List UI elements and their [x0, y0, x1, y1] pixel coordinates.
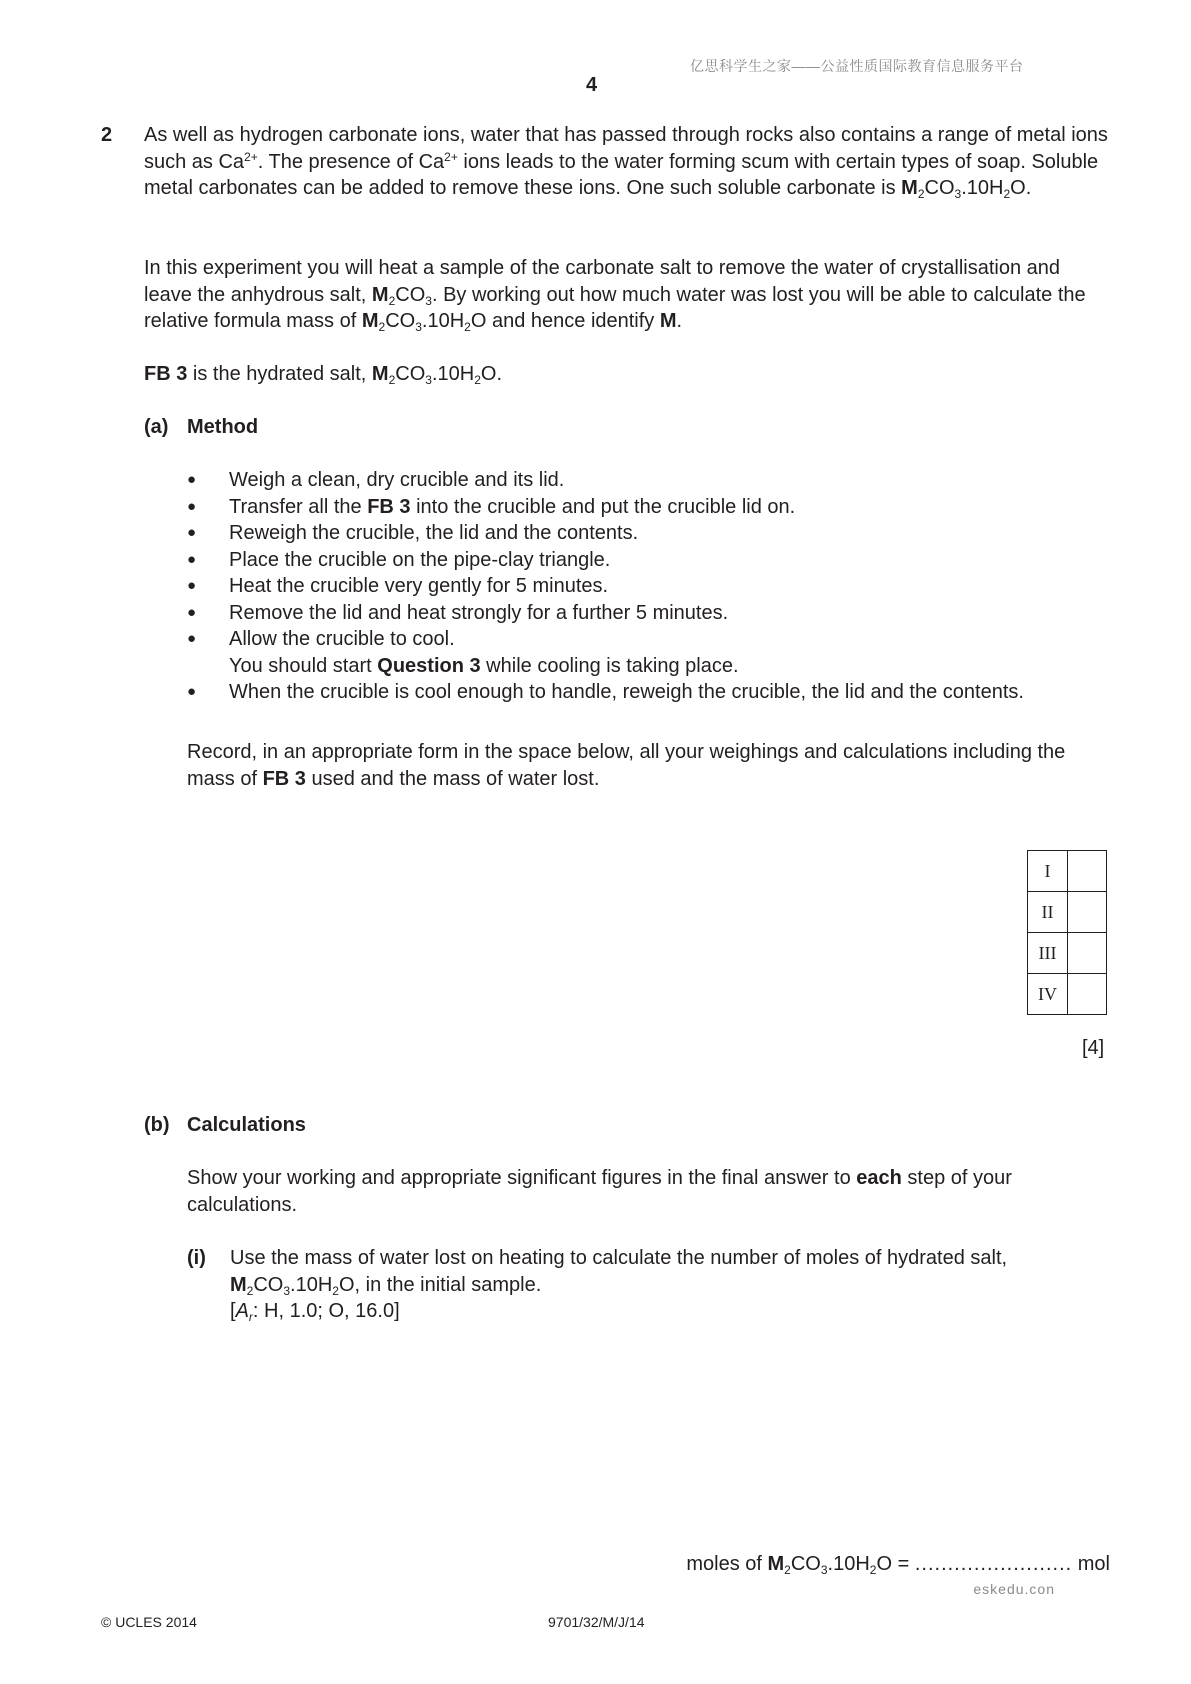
- intro-paragraph-2: [144, 255, 1110, 335]
- mark-row-label: III: [1028, 933, 1068, 974]
- intro-text: is the hydrated salt,: [187, 363, 372, 385]
- fb3-label: FB 3: [144, 363, 188, 385]
- method-step: ● Weigh a clean, dry crucible and its lid.: [187, 467, 1111, 494]
- header-watermark: 亿思科学生之家——公益性质国际教育信息服务平台: [690, 58, 1024, 74]
- paper-code: 9701/32/M/J/14: [548, 1614, 645, 1630]
- question-number: 2: [101, 124, 113, 146]
- metal-symbol: M: [659, 310, 677, 332]
- answer-space-b-i[interactable]: [230, 1340, 1110, 1540]
- method-step: ● Remove the lid and heat strongly for a further 5 minutes.: [187, 600, 1111, 627]
- part-a-label: (a): [144, 416, 169, 438]
- intro-text: .: [676, 310, 683, 332]
- site-watermark: eskedu.con: [973, 1581, 1055, 1597]
- formula-hydrate: $M_2CO_3.10H_2O$: [230, 1273, 355, 1298]
- intro-text: .: [496, 363, 502, 385]
- formula-anhydrous: $M_2CO_3$: [371, 283, 432, 308]
- copyright: © UCLES 2014: [101, 1614, 197, 1630]
- answer-space-a[interactable]: [187, 800, 1007, 1050]
- intro-text: ions leads to the water forming scum with certain types of soap. Soluble metal carbonates can be added to remove these ions. One such soluble carbonate is: [144, 150, 1099, 199]
- moles-answer-line: moles of $M_2CO_3.10H_2O$ = ........................ mol: [686, 1553, 1110, 1577]
- method-step: ● Heat the crucible very gently for 5 minutes.: [187, 573, 1111, 600]
- intro-text: and hence identify: [486, 310, 660, 332]
- mark-cell: [1068, 933, 1107, 974]
- intro-text: As well as hydrogen carbonate ions, water that has passed through rocks also contains a range of metal ions such as Ca: [144, 124, 1108, 173]
- marks-allocation: [4]: [1082, 1037, 1105, 1059]
- mark-row-label: I: [1028, 851, 1068, 892]
- mark-cell: [1068, 851, 1107, 892]
- sub-part-i-text: Use the mass of water lost on heating to calculate the number of moles of hydrated salt, $M_2CO_3.10H_2O$, in the initial sample. [$A_r$: H, 1.0; O, 16.0]: [230, 1247, 1008, 1324]
- mark-row-label: IV: [1028, 974, 1068, 1015]
- record-instruction: Record, in an appropriate form in the space below, all your weighings and calculations including the mass of FB 3 used and the mass of water lost.: [187, 741, 1066, 790]
- method-step: ● Transfer all the FB 3 into the crucible and put the crucible lid on.: [187, 494, 1111, 521]
- charge-superscript: 2+: [244, 149, 258, 164]
- cool-note: while cooling is taking place.: [480, 654, 739, 677]
- charge-superscript: 2+: [444, 149, 458, 164]
- method-step: ● Allow the crucible to cool. You should start Question 3 while cooling is taking place.: [187, 626, 1111, 679]
- mark-row-label: II: [1028, 892, 1068, 933]
- sub-part-i-label: (i): [187, 1247, 206, 1269]
- intro-text: . By working out how much water was lost you will be able to calculate the relative formula mass of: [144, 283, 1086, 332]
- moles-answer-blank[interactable]: ........................: [914, 1553, 1073, 1575]
- part-b-label: (b): [144, 1114, 170, 1136]
- method-step: ● Reweigh the crucible, the lid and the contents.: [187, 520, 1111, 547]
- method-steps: [187, 467, 1111, 706]
- intro-paragraph-1: [144, 122, 1110, 202]
- part-a-title: Method: [187, 416, 259, 438]
- cool-note: You should start: [229, 654, 378, 677]
- page-number: 4: [586, 74, 598, 96]
- examiner-mark-box: [1027, 850, 1107, 1015]
- relative-atomic-masses: [$A_r$: H, 1.0; O, 16.0]: [230, 1300, 400, 1324]
- mark-cell: [1068, 974, 1107, 1015]
- intro-paragraph-3: [144, 361, 1110, 388]
- part-b-title: Calculations: [187, 1114, 306, 1136]
- intro-text: . The presence of Ca: [257, 150, 445, 173]
- calculations-instruction: Show your working and appropriate significant figures in the final answer to each step of your calculations.: [187, 1167, 1012, 1216]
- formula-hydrate: $M_2CO_3.10H_2O$: [361, 310, 487, 334]
- method-step: ● Place the crucible on the pipe-clay triangle.: [187, 547, 1111, 574]
- mark-cell: [1068, 892, 1107, 933]
- formula-hydrate: $M_2CO_3.10H_2O$: [371, 363, 497, 387]
- formula-hydrate: $M_2CO_3.10H_2O$: [767, 1553, 893, 1577]
- method-step: ● When the crucible is cool enough to handle, reweigh the crucible, the lid and the contents.: [187, 679, 1111, 706]
- formula-hydrate: $M_2CO_3.10H_2O$: [901, 177, 1026, 201]
- intro-text: .: [1025, 177, 1032, 199]
- intro-text: In this experiment you will heat a sample of the carbonate salt to remove the water of crystallisation and leave the anhydrous salt,: [144, 257, 1061, 306]
- question-3-ref: Question 3: [377, 654, 481, 677]
